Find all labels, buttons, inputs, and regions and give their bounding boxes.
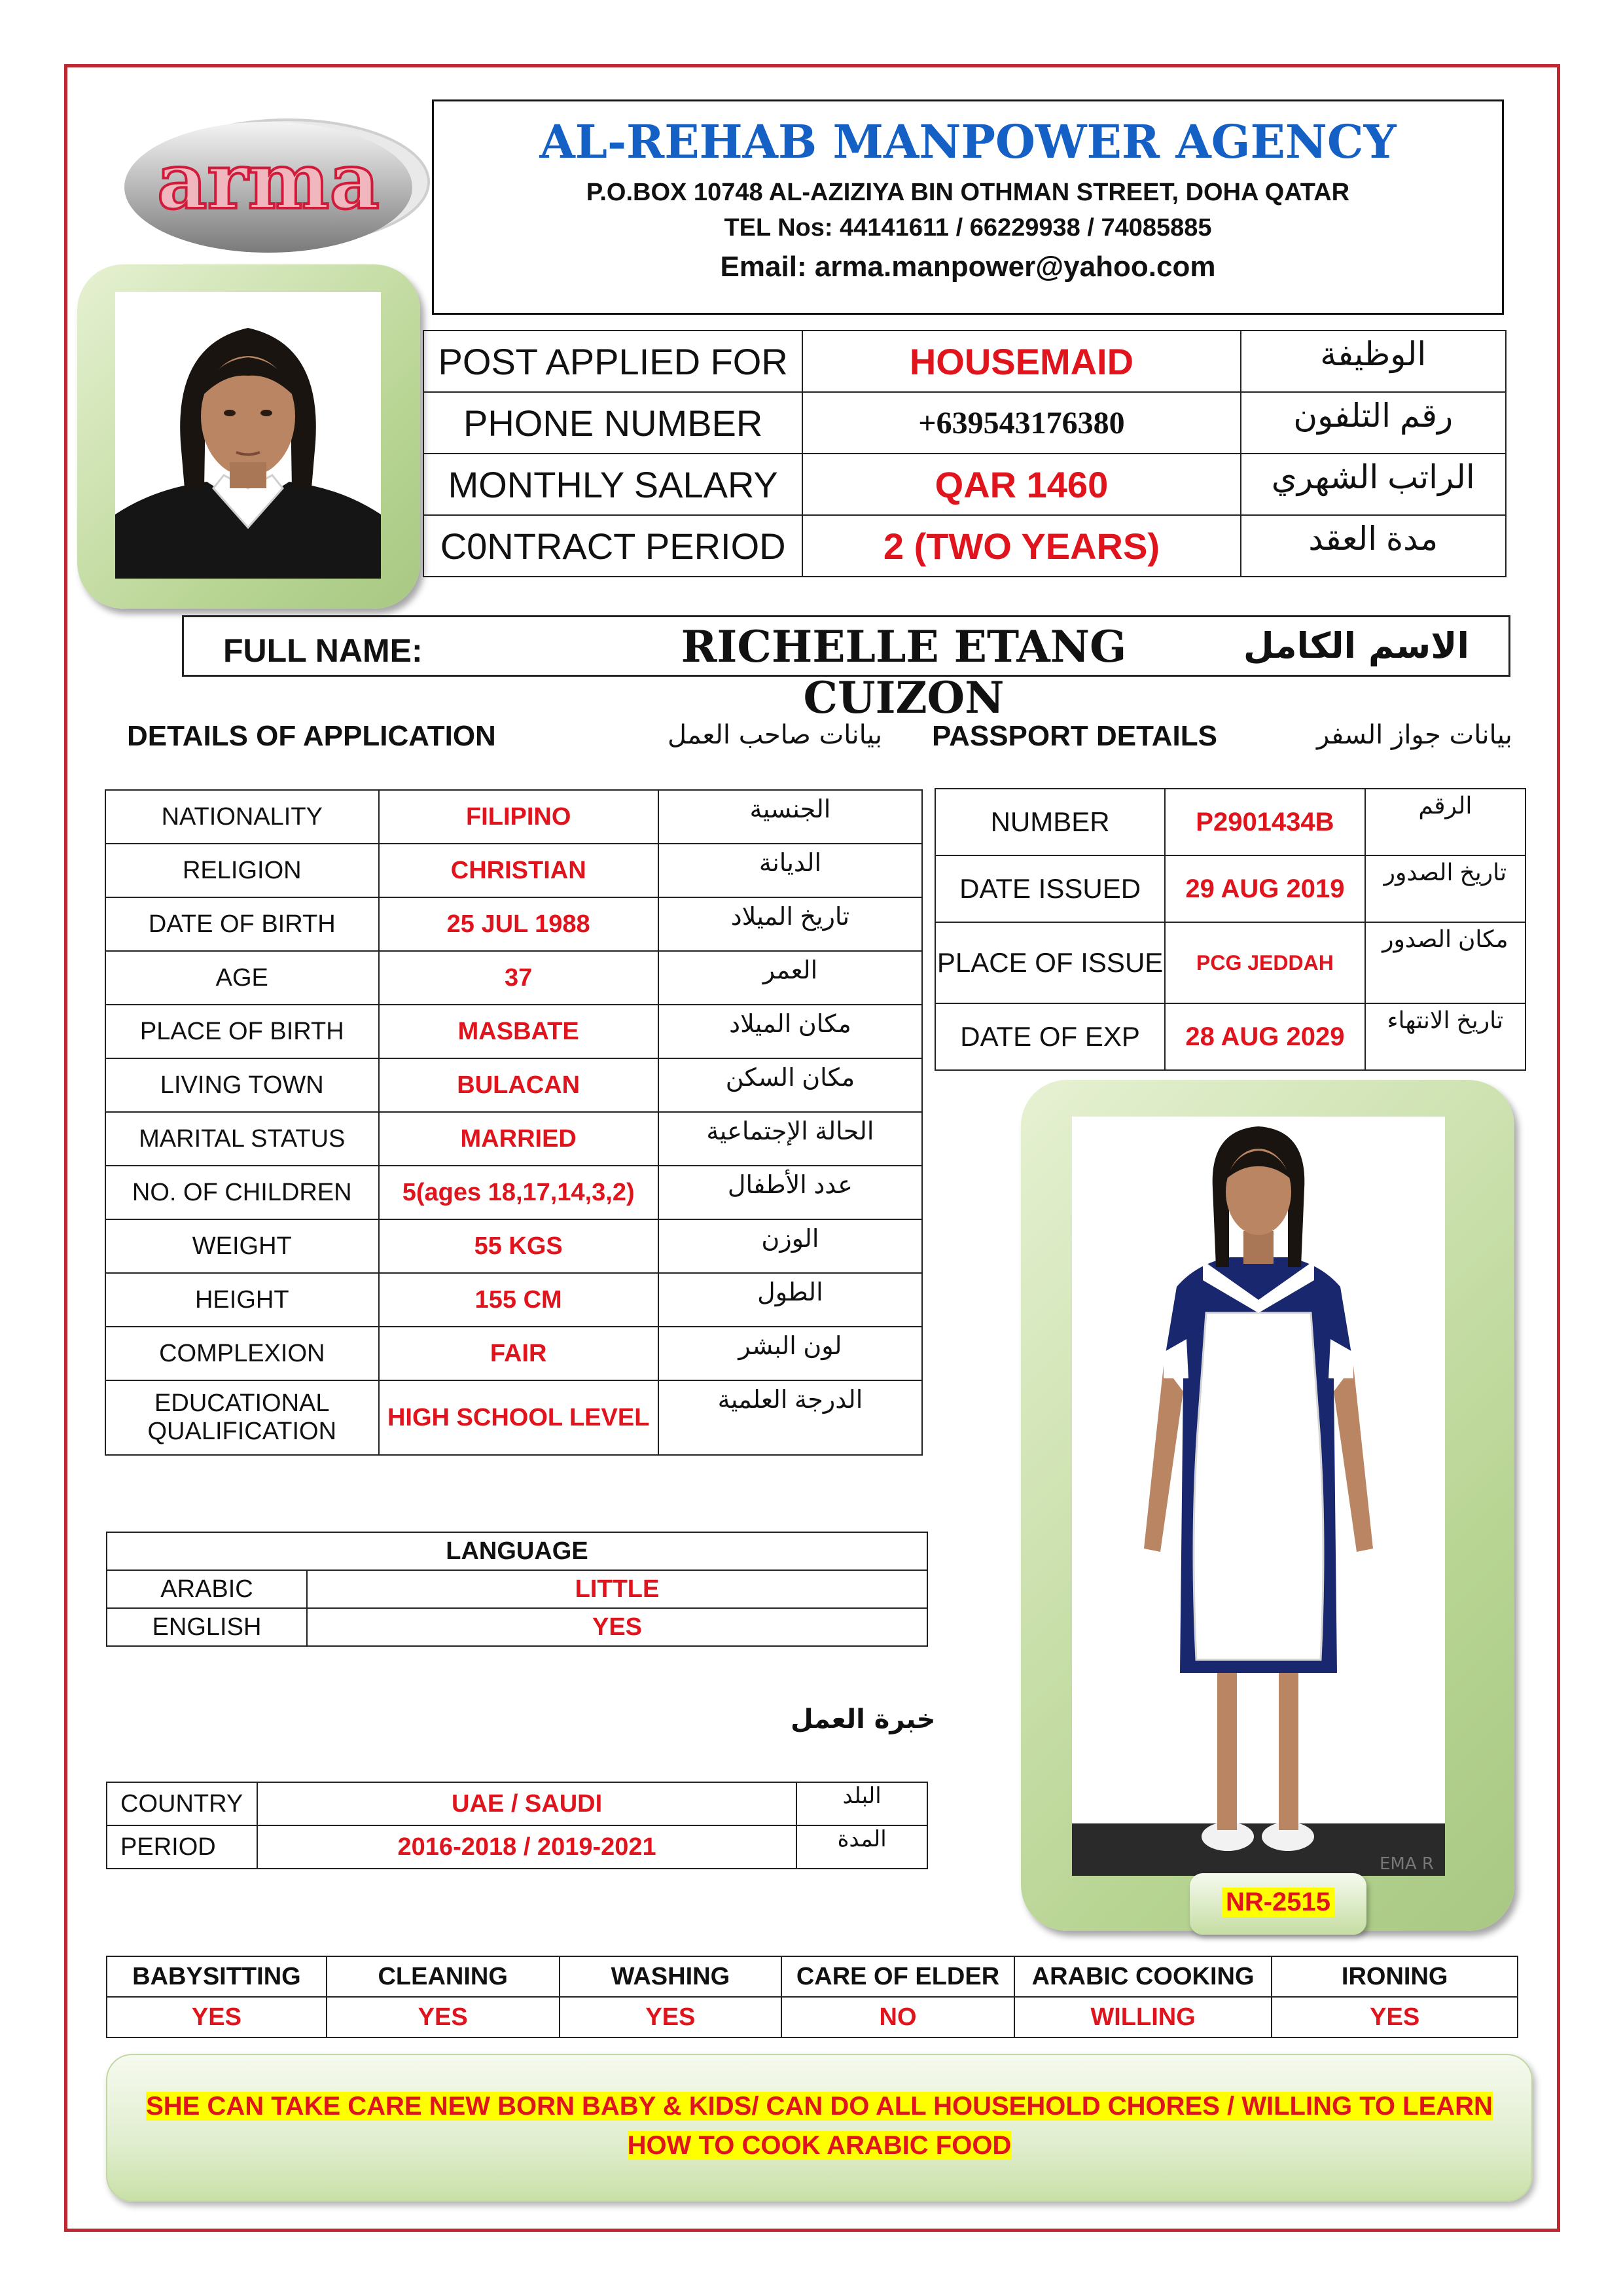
experience-label-ar: المدة	[796, 1825, 927, 1869]
details-row	[105, 1166, 922, 1219]
post-row	[423, 454, 1506, 515]
details-row	[105, 844, 922, 897]
language-label: ENGLISH	[107, 1608, 307, 1646]
details-row	[105, 1112, 922, 1166]
details-label: MARITAL STATUS	[105, 1112, 379, 1166]
skill-value: YES	[1272, 1997, 1518, 2037]
passport-label: DATE OF EXP	[935, 1003, 1165, 1070]
passport-value: 28 AUG 2029	[1165, 1003, 1365, 1070]
passport-row	[935, 1003, 1525, 1070]
passport-label: PLACE OF ISSUE	[935, 922, 1165, 1003]
passport-label-ar: تاريخ الانتهاء	[1365, 1003, 1525, 1070]
details-title: DETAILS OF APPLICATION	[127, 720, 496, 752]
details-label-ar: العمر	[658, 951, 922, 1005]
experience-value: 2016-2018 / 2019-2021	[257, 1825, 796, 1869]
skill-label: BABYSITTING	[107, 1956, 327, 1997]
passport-value: PCG JEDDAH	[1165, 922, 1365, 1003]
language-value: YES	[307, 1608, 927, 1646]
language-label: ARABIC	[107, 1570, 307, 1608]
full-name-label: FULL NAME:	[223, 632, 423, 669]
passport-label-ar: مكان الصدور	[1365, 922, 1525, 1003]
details-value: FILIPINO	[379, 790, 658, 844]
arma-logo	[118, 110, 432, 260]
passport-table	[935, 788, 1526, 1071]
experience-row	[107, 1782, 927, 1825]
passport-title-ar: بيانات جواز السفر	[1317, 720, 1512, 750]
skills-table	[106, 1956, 1518, 2038]
passport-title: PASSPORT DETAILS	[932, 720, 1217, 752]
details-label-ar: عدد الأطفال	[658, 1166, 922, 1219]
details-value: MARRIED	[379, 1112, 658, 1166]
details-value: 155 CM	[379, 1273, 658, 1327]
skill-label: IRONING	[1272, 1956, 1518, 1997]
details-value: 25 JUL 1988	[379, 897, 658, 951]
details-label: EDUCATIONAL QUALIFICATION	[105, 1380, 379, 1455]
post-row	[423, 392, 1506, 454]
skill-value: YES	[107, 1997, 327, 2037]
experience-label-ar: البلد	[796, 1782, 927, 1825]
experience-value: UAE / SAUDI	[257, 1782, 796, 1825]
full-name-box	[182, 615, 1510, 723]
skill-label: ARABIC COOKING	[1014, 1956, 1272, 1997]
agency-email: Email: arma.manpower@yahoo.com	[720, 251, 1216, 283]
full-body-photo	[1072, 1117, 1445, 1876]
agency-address: P.O.BOX 10748 AL-AZIZIYA BIN OTHMAN STREET, DOHA QATAR	[586, 179, 1350, 206]
details-label: PLACE OF BIRTH	[105, 1005, 379, 1058]
reference-code: NR-2515	[1222, 1888, 1334, 1917]
full-name-label-ar: الاسم الكامل	[1243, 625, 1469, 666]
post-label: C0NTRACT PERIOD	[423, 515, 802, 577]
details-value: 5(ages 18,17,14,3,2)	[379, 1166, 658, 1219]
photo-floor-text: EMA R	[1380, 1854, 1434, 1874]
skill-value: WILLING	[1014, 1997, 1272, 2037]
details-row	[105, 897, 922, 951]
post-row	[423, 515, 1506, 577]
experience-label: COUNTRY	[107, 1782, 257, 1825]
details-label: WEIGHT	[105, 1219, 379, 1273]
passport-value: P2901434B	[1165, 789, 1365, 855]
details-label-ar: الطول	[658, 1273, 922, 1327]
post-label-ar: الوظيفة	[1241, 331, 1506, 392]
language-table	[106, 1532, 928, 1647]
details-row	[105, 1327, 922, 1380]
details-value: 37	[379, 951, 658, 1005]
post-value: 2 (TWO YEARS)	[802, 515, 1240, 577]
details-row	[105, 1219, 922, 1273]
details-label-ar: مكان السكن	[658, 1058, 922, 1112]
skill-value: YES	[327, 1997, 560, 2037]
post-label-ar: رقم التلفون	[1241, 392, 1506, 454]
post-label: MONTHLY SALARY	[423, 454, 802, 515]
details-label: AGE	[105, 951, 379, 1005]
details-title-ar: بيانات صاحب العمل	[668, 720, 882, 750]
details-label: COMPLEXION	[105, 1327, 379, 1380]
details-label: RELIGION	[105, 844, 379, 897]
skill-value: NO	[781, 1997, 1014, 2037]
details-value: CHRISTIAN	[379, 844, 658, 897]
remark-text: SHE CAN TAKE CARE NEW BORN BABY & KIDS/ CAN DO ALL HOUSEHOLD CHORES / WILLING TO LEARN HOW TO COOK ARABIC FOOD	[146, 2092, 1493, 2160]
passport-row	[935, 922, 1525, 1003]
post-label: POST APPLIED FOR	[423, 331, 802, 392]
details-label-ar: الوزن	[658, 1219, 922, 1273]
details-row	[105, 790, 922, 844]
post-label: PHONE NUMBER	[423, 392, 802, 454]
details-label-ar: مكان الميلاد	[658, 1005, 922, 1058]
full-name-value: RICHELLE ETANG CUIZON	[681, 621, 1127, 723]
language-title: LANGUAGE	[107, 1532, 927, 1570]
passport-label-ar: الرقم	[1365, 789, 1525, 855]
language-row	[107, 1608, 927, 1646]
portrait-photo	[115, 292, 381, 579]
post-row	[423, 331, 1506, 392]
skill-label: WASHING	[560, 1956, 782, 1997]
details-value: HIGH SCHOOL LEVEL	[379, 1380, 658, 1455]
skill-value: YES	[560, 1997, 782, 2037]
agency-phone: TEL Nos: 44141611 / 66229938 / 74085885	[724, 214, 1212, 242]
details-label-ar: تاريخ الميلاد	[658, 897, 922, 951]
passport-row	[935, 789, 1525, 855]
remark-box	[106, 2054, 1533, 2202]
post-label-ar: الراتب الشهري	[1241, 454, 1506, 515]
details-row	[105, 951, 922, 1005]
details-row	[105, 1380, 922, 1455]
details-value: FAIR	[379, 1327, 658, 1380]
full-body-frame	[1021, 1080, 1514, 1931]
details-label: HEIGHT	[105, 1273, 379, 1327]
post-table	[423, 330, 1507, 577]
details-value: BULACAN	[379, 1058, 658, 1112]
post-value: +639543176380	[802, 392, 1240, 454]
post-value: QAR 1460	[802, 454, 1240, 515]
agency-header	[432, 99, 1504, 315]
details-table	[105, 789, 923, 1456]
post-label-ar: مدة العقد	[1241, 515, 1506, 577]
passport-value: 29 AUG 2019	[1165, 855, 1365, 922]
post-value: HOUSEMAID	[802, 331, 1240, 392]
details-row	[105, 1005, 922, 1058]
details-label: LIVING TOWN	[105, 1058, 379, 1112]
details-label-ar: الجنسية	[658, 790, 922, 844]
details-label: NO. OF CHILDREN	[105, 1166, 379, 1219]
details-label: NATIONALITY	[105, 790, 379, 844]
details-row	[105, 1058, 922, 1112]
details-label-ar: الدرجة العلمية	[658, 1380, 922, 1455]
skill-label: CLEANING	[327, 1956, 560, 1997]
agency-name: AL-REHAB MANPOWER AGENCY	[539, 115, 1397, 169]
reference-code-badge	[1190, 1873, 1366, 1935]
language-header-row	[107, 1532, 927, 1570]
details-row	[105, 1273, 922, 1327]
details-label: DATE OF BIRTH	[105, 897, 379, 951]
experience-row	[107, 1825, 927, 1869]
experience-table	[106, 1782, 928, 1869]
skills-header-row	[107, 1956, 1518, 1997]
details-value: 55 KGS	[379, 1219, 658, 1273]
experience-label: PERIOD	[107, 1825, 257, 1869]
portrait-frame	[77, 264, 420, 609]
language-value: LITTLE	[307, 1570, 927, 1608]
logo-text: arma	[157, 135, 380, 226]
details-label-ar: الحالة الإجتماعية	[658, 1112, 922, 1166]
details-label-ar: لون البشر	[658, 1327, 922, 1380]
skill-label: CARE OF ELDER	[781, 1956, 1014, 1997]
details-value: MASBATE	[379, 1005, 658, 1058]
skills-value-row	[107, 1997, 1518, 2037]
details-label-ar: الديانة	[658, 844, 922, 897]
experience-title-ar: خبرة العمل	[791, 1704, 936, 1734]
passport-label: NUMBER	[935, 789, 1165, 855]
passport-row	[935, 855, 1525, 922]
language-row	[107, 1570, 927, 1608]
passport-label-ar: تاريخ الصدور	[1365, 855, 1525, 922]
passport-label: DATE ISSUED	[935, 855, 1165, 922]
